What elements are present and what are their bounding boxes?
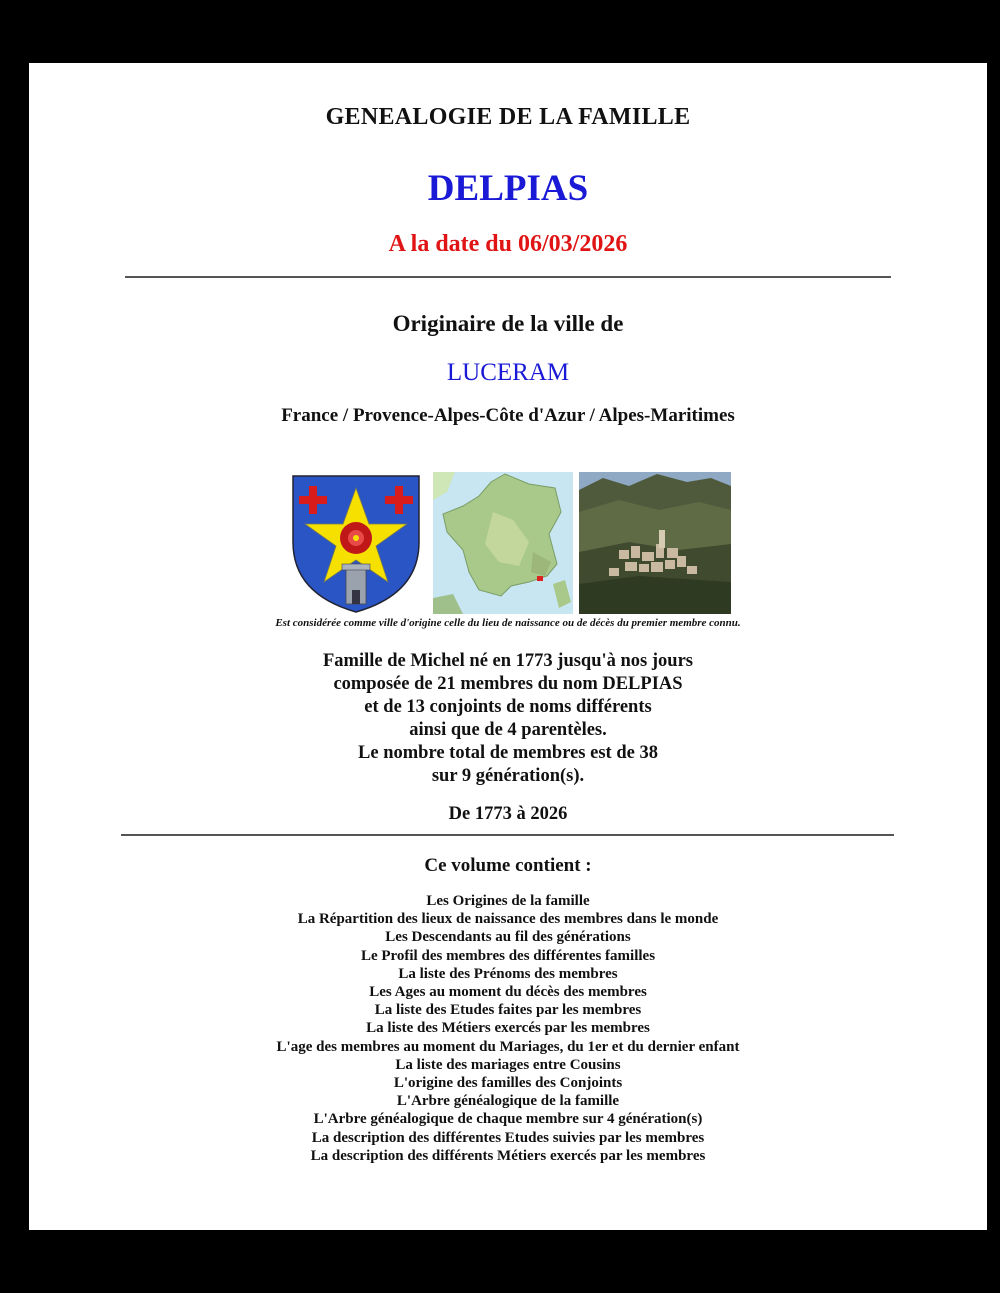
village-photo-image	[579, 472, 731, 614]
summary-paragraph	[29, 650, 987, 788]
contents-title: Ce volume contient :	[424, 855, 592, 876]
list-item: Les Descendants au fil des générations	[385, 929, 631, 946]
document-page	[29, 63, 987, 1230]
divider	[125, 276, 891, 278]
origin-region: France / Provence-Alpes-Côte d'Azur / Alpes-Maritimes	[281, 405, 735, 426]
list-item: L'Arbre généalogique de la famille	[396, 1093, 620, 1110]
origin-caption: Est considérée comme ville d'origine celle du lieu de naissance ou de décès du premier membre connu.	[275, 617, 741, 629]
list-item: La description des différents Métiers exercés par les membres	[310, 1147, 706, 1164]
origin-intro: Originaire de la ville de	[392, 311, 624, 336]
list-item: L'age des membres au moment du Mariages, du 1er et du dernier enfant	[276, 1038, 740, 1055]
title-line: GENEALOGIE DE LA FAMILLE	[325, 104, 691, 130]
list-item: Les Ages au moment du décès des membres	[369, 984, 647, 1001]
origin-city: LUCERAM	[446, 359, 570, 386]
summary-line: Le nombre total de membres est de 38	[358, 743, 658, 763]
list-item: La liste des Prénoms des membres	[398, 965, 618, 982]
list-item: La description des différentes Etudes suivies par les membres	[311, 1129, 705, 1146]
contents-list	[29, 892, 987, 1165]
list-item: Le Profil des membres des différentes familles	[360, 947, 656, 964]
date-line: A la date du 06/03/2026	[388, 231, 628, 257]
list-item: L'Arbre généalogique de chaque membre sur 4 génération(s)	[313, 1111, 703, 1128]
list-item: La liste des mariages entre Cousins	[395, 1056, 621, 1073]
list-item: La Répartition des lieux de naissance des membres dans le monde	[297, 911, 719, 928]
list-item: Les Origines de la famille	[426, 893, 590, 909]
summary-line: ainsi que de 4 parentèles.	[409, 720, 607, 740]
summary-line: Famille de Michel né en 1773 jusqu'à nos jours	[322, 651, 693, 671]
list-item: La liste des Métiers exercés par les membres	[366, 1020, 650, 1037]
family-name: DELPIAS	[427, 168, 589, 209]
summary-line: sur 9 génération(s).	[431, 766, 585, 786]
list-item: L'origine des familles des Conjoints	[393, 1075, 623, 1092]
summary-line: et de 13 conjoints de noms différents	[364, 697, 652, 717]
list-item: La liste des Etudes faites par les membres	[374, 1002, 642, 1019]
date-range: De 1773 à 2026	[448, 804, 568, 824]
origin-images	[285, 472, 735, 614]
coat-of-arms-image	[285, 472, 427, 614]
france-map-image	[433, 472, 573, 614]
summary-line: composée de 21 membres du nom DELPIAS	[333, 674, 683, 694]
divider	[121, 834, 894, 836]
